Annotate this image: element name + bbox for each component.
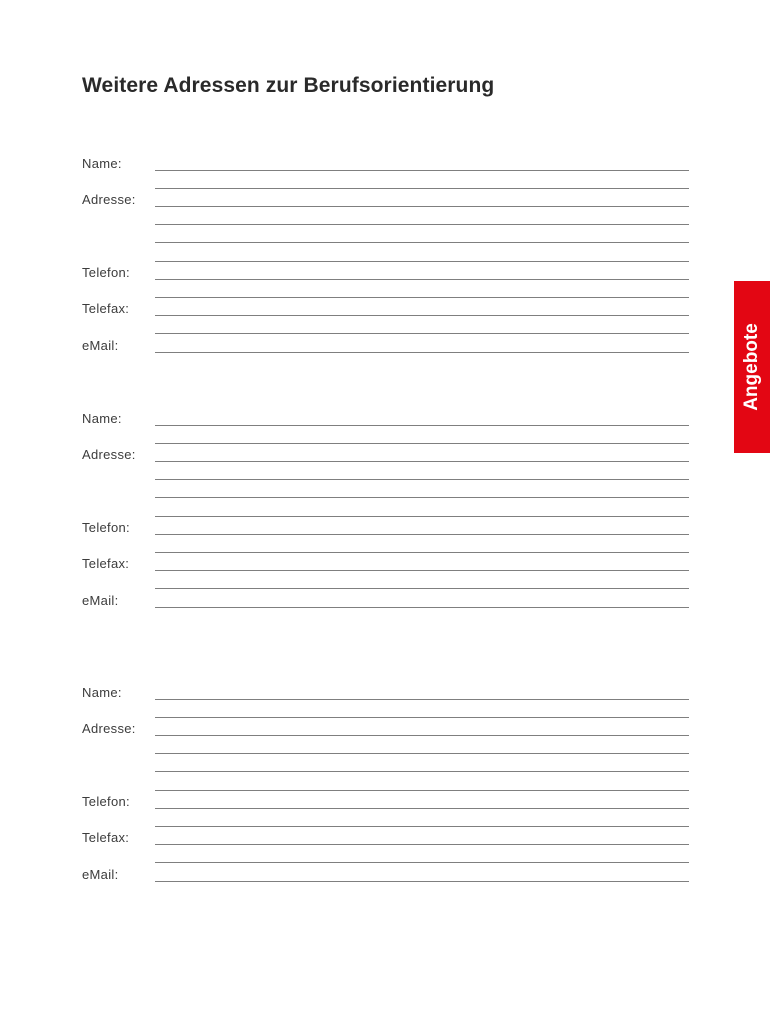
address-field[interactable] (155, 192, 689, 206)
address-line-3 (155, 771, 689, 772)
phone-label: Telefon: (82, 265, 130, 280)
address-line-1 (155, 461, 689, 462)
email-line (155, 352, 689, 353)
address-line-4 (155, 261, 689, 262)
address-line-4 (155, 516, 689, 517)
fax-field[interactable] (155, 830, 689, 844)
address-entry-1 (0, 155, 770, 355)
fax-line (155, 315, 689, 316)
phone-line (155, 534, 689, 535)
phone-line (155, 279, 689, 280)
name-label: Name: (82, 156, 122, 171)
address-line-1 (155, 206, 689, 207)
name-field[interactable] (155, 411, 689, 425)
name-line-2 (155, 717, 689, 718)
address-entry-3 (0, 684, 770, 884)
address-line-2 (155, 753, 689, 754)
address-line-3 (155, 497, 689, 498)
name-line (155, 170, 689, 171)
name-line-2 (155, 188, 689, 189)
phone-line-2 (155, 552, 689, 553)
phone-field[interactable] (155, 520, 689, 534)
section-tab-label: Angebote (741, 323, 762, 411)
name-line (155, 425, 689, 426)
address-label: Adresse: (82, 192, 136, 207)
email-label: eMail: (82, 338, 119, 353)
email-line (155, 607, 689, 608)
address-entry-2 (0, 410, 770, 610)
fax-label: Telefax: (82, 556, 130, 571)
name-label: Name: (82, 685, 122, 700)
phone-label: Telefon: (82, 520, 130, 535)
fax-line (155, 844, 689, 845)
fax-line-2 (155, 862, 689, 863)
fax-label: Telefax: (82, 830, 130, 845)
fax-field[interactable] (155, 556, 689, 570)
email-label: eMail: (82, 867, 119, 882)
address-line-2 (155, 479, 689, 480)
fax-line-2 (155, 333, 689, 334)
name-label: Name: (82, 411, 122, 426)
name-line-2 (155, 443, 689, 444)
page-title: Weitere Adressen zur Berufsorientierung (82, 74, 495, 97)
fax-line-2 (155, 588, 689, 589)
address-field[interactable] (155, 447, 689, 461)
phone-field[interactable] (155, 265, 689, 279)
phone-label: Telefon: (82, 794, 130, 809)
address-label: Adresse: (82, 447, 136, 462)
email-label: eMail: (82, 593, 119, 608)
address-line-3 (155, 242, 689, 243)
email-line (155, 881, 689, 882)
name-field[interactable] (155, 156, 689, 170)
phone-field[interactable] (155, 794, 689, 808)
email-field[interactable] (155, 593, 689, 607)
address-line-4 (155, 790, 689, 791)
phone-line-2 (155, 297, 689, 298)
address-line-1 (155, 735, 689, 736)
email-field[interactable] (155, 338, 689, 352)
fax-line (155, 570, 689, 571)
fax-label: Telefax: (82, 301, 130, 316)
address-field[interactable] (155, 721, 689, 735)
address-line-2 (155, 224, 689, 225)
name-line (155, 699, 689, 700)
phone-line-2 (155, 826, 689, 827)
name-field[interactable] (155, 685, 689, 699)
address-label: Adresse: (82, 721, 136, 736)
fax-field[interactable] (155, 301, 689, 315)
phone-line (155, 808, 689, 809)
email-field[interactable] (155, 867, 689, 881)
